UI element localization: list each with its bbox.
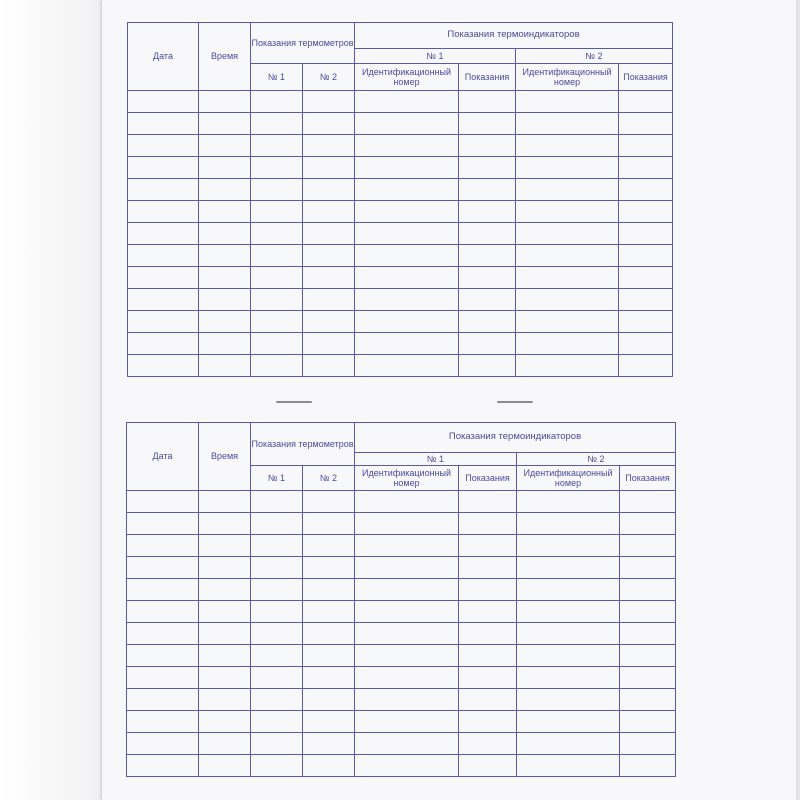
table-cell bbox=[619, 267, 673, 289]
table-cell bbox=[459, 535, 517, 557]
table-cell bbox=[251, 755, 303, 777]
table-cell bbox=[459, 557, 517, 579]
table-cell bbox=[199, 355, 251, 377]
table-cell bbox=[127, 689, 199, 711]
table-cell bbox=[355, 311, 459, 333]
table-cell bbox=[355, 355, 459, 377]
table-cell bbox=[517, 645, 620, 667]
table-row bbox=[128, 223, 673, 245]
table-cell bbox=[303, 157, 355, 179]
table-row bbox=[127, 535, 676, 557]
table-cell bbox=[199, 91, 251, 113]
table-cell bbox=[251, 223, 303, 245]
table-cell bbox=[459, 179, 516, 201]
table-cell bbox=[303, 245, 355, 267]
table-cell bbox=[517, 513, 620, 535]
table-cell bbox=[459, 157, 516, 179]
table-cell bbox=[459, 623, 517, 645]
table-cell bbox=[517, 733, 620, 755]
table-cell bbox=[251, 201, 303, 223]
table-cell bbox=[516, 245, 619, 267]
table-cell bbox=[251, 491, 303, 513]
table-cell bbox=[355, 755, 459, 777]
header-thermometers: Показания термометров bbox=[251, 423, 355, 466]
table-cell bbox=[303, 223, 355, 245]
table-cell bbox=[199, 667, 251, 689]
table-cell bbox=[199, 513, 251, 535]
table-cell bbox=[516, 113, 619, 135]
table-cell bbox=[199, 267, 251, 289]
table-cell bbox=[303, 113, 355, 135]
table-cell bbox=[251, 711, 303, 733]
table-cell bbox=[517, 601, 620, 623]
table-cell bbox=[199, 579, 251, 601]
table-cell bbox=[127, 513, 199, 535]
table-cell bbox=[199, 179, 251, 201]
table-cell bbox=[459, 601, 517, 623]
table-cell bbox=[303, 667, 355, 689]
table-cell bbox=[355, 513, 459, 535]
table-cell bbox=[355, 557, 459, 579]
table-cell bbox=[303, 601, 355, 623]
header-indicator-2: № 2 bbox=[516, 49, 673, 64]
table-cell bbox=[303, 179, 355, 201]
table-cell bbox=[251, 623, 303, 645]
table-cell bbox=[620, 689, 676, 711]
table-cell bbox=[516, 179, 619, 201]
table-cell bbox=[128, 179, 199, 201]
table-cell bbox=[128, 135, 199, 157]
table-cell bbox=[251, 689, 303, 711]
table-cell bbox=[517, 623, 620, 645]
table-cell bbox=[251, 179, 303, 201]
header-thermoindicators: Показания термоиндикаторов bbox=[355, 23, 673, 49]
table-cell bbox=[355, 733, 459, 755]
table-cell bbox=[303, 201, 355, 223]
table-cell bbox=[517, 579, 620, 601]
table-cell bbox=[619, 179, 673, 201]
table-cell bbox=[619, 245, 673, 267]
table-cell bbox=[199, 113, 251, 135]
table-cell bbox=[199, 623, 251, 645]
table-row bbox=[128, 157, 673, 179]
table-cell bbox=[620, 491, 676, 513]
header-thermoindicators: Показания термоиндикаторов bbox=[355, 423, 676, 453]
table-row bbox=[128, 333, 673, 355]
header-indicator-1: № 1 bbox=[355, 49, 516, 64]
table-cell bbox=[199, 733, 251, 755]
table-cell bbox=[251, 311, 303, 333]
header-time: Время bbox=[199, 23, 251, 91]
page-margin-left bbox=[0, 0, 102, 800]
header-reading-2: Показания bbox=[619, 64, 673, 91]
header-thermometer-2: № 2 bbox=[303, 466, 355, 491]
table-cell bbox=[459, 267, 516, 289]
table-row bbox=[128, 355, 673, 377]
table-cell bbox=[459, 113, 516, 135]
table-row bbox=[127, 601, 676, 623]
table-cell bbox=[517, 711, 620, 733]
table-cell bbox=[199, 711, 251, 733]
table-cell bbox=[459, 689, 517, 711]
table-cell bbox=[303, 689, 355, 711]
bottom-log-table bbox=[126, 422, 676, 777]
table-cell bbox=[619, 223, 673, 245]
bottom-table-body bbox=[127, 491, 676, 777]
table-cell bbox=[303, 579, 355, 601]
table-cell bbox=[251, 289, 303, 311]
table-cell bbox=[459, 645, 517, 667]
header-id-number-1: Идентификационный номер bbox=[355, 466, 459, 491]
table-cell bbox=[355, 689, 459, 711]
table-cell bbox=[619, 289, 673, 311]
table-row bbox=[128, 289, 673, 311]
header-thermometers: Показания термометров bbox=[251, 23, 355, 64]
table-cell bbox=[127, 557, 199, 579]
top-log-table bbox=[127, 22, 673, 377]
table-cell bbox=[355, 579, 459, 601]
header-indicator-2: № 2 bbox=[517, 453, 676, 466]
table-cell bbox=[619, 91, 673, 113]
header-id-number-2: Идентификационный номер bbox=[517, 466, 620, 491]
header-indicator-1: № 1 bbox=[355, 453, 517, 466]
table-row bbox=[128, 91, 673, 113]
table-cell bbox=[355, 135, 459, 157]
table-row bbox=[128, 201, 673, 223]
table-cell bbox=[199, 491, 251, 513]
table-cell bbox=[459, 355, 516, 377]
table-cell bbox=[459, 245, 516, 267]
table-row bbox=[127, 579, 676, 601]
header-thermometer-1: № 1 bbox=[251, 64, 303, 91]
table-row bbox=[127, 557, 676, 579]
table-cell bbox=[199, 223, 251, 245]
table-cell bbox=[199, 557, 251, 579]
table-cell bbox=[199, 311, 251, 333]
table-cell bbox=[251, 333, 303, 355]
table-cell bbox=[251, 135, 303, 157]
table-cell bbox=[128, 201, 199, 223]
table-cell bbox=[251, 667, 303, 689]
table-cell bbox=[303, 267, 355, 289]
table-cell bbox=[516, 311, 619, 333]
table-cell bbox=[251, 601, 303, 623]
table-cell bbox=[355, 289, 459, 311]
table-cell bbox=[516, 91, 619, 113]
table-cell bbox=[127, 667, 199, 689]
table-cell bbox=[251, 245, 303, 267]
table-cell bbox=[619, 135, 673, 157]
table-cell bbox=[128, 289, 199, 311]
table-cell bbox=[355, 179, 459, 201]
header-thermometer-1: № 1 bbox=[251, 466, 303, 491]
table-row bbox=[128, 311, 673, 333]
table-cell bbox=[127, 645, 199, 667]
table-cell bbox=[355, 623, 459, 645]
table-row bbox=[128, 267, 673, 289]
table-cell bbox=[517, 491, 620, 513]
table-cell bbox=[303, 513, 355, 535]
table-row bbox=[127, 513, 676, 535]
table-cell bbox=[303, 557, 355, 579]
table-cell bbox=[303, 91, 355, 113]
table-cell bbox=[459, 289, 516, 311]
binding-mark-right bbox=[497, 401, 533, 403]
table-cell bbox=[355, 267, 459, 289]
top-table-body bbox=[128, 91, 673, 377]
table-cell bbox=[199, 135, 251, 157]
table-cell bbox=[303, 733, 355, 755]
table-row bbox=[127, 645, 676, 667]
table-cell bbox=[355, 157, 459, 179]
table-cell bbox=[303, 711, 355, 733]
table-row bbox=[127, 667, 676, 689]
table-cell bbox=[619, 113, 673, 135]
table-cell bbox=[459, 667, 517, 689]
table-cell bbox=[355, 91, 459, 113]
table-cell bbox=[619, 355, 673, 377]
table-cell bbox=[303, 623, 355, 645]
table-cell bbox=[127, 535, 199, 557]
table-cell bbox=[619, 311, 673, 333]
table-cell bbox=[620, 711, 676, 733]
header-thermometer-2: № 2 bbox=[303, 64, 355, 91]
table-cell bbox=[459, 333, 516, 355]
table-cell bbox=[251, 579, 303, 601]
table-cell bbox=[128, 223, 199, 245]
table-cell bbox=[251, 355, 303, 377]
table-cell bbox=[459, 733, 517, 755]
table-cell bbox=[516, 333, 619, 355]
table-cell bbox=[303, 135, 355, 157]
table-cell bbox=[516, 355, 619, 377]
table-cell bbox=[303, 755, 355, 777]
table-cell bbox=[251, 267, 303, 289]
table-cell bbox=[619, 333, 673, 355]
header-reading-1: Показания bbox=[459, 64, 516, 91]
table-cell bbox=[251, 513, 303, 535]
table-row bbox=[127, 491, 676, 513]
table-row bbox=[127, 711, 676, 733]
table-cell bbox=[619, 201, 673, 223]
table-cell bbox=[355, 667, 459, 689]
table-cell bbox=[355, 491, 459, 513]
table-row bbox=[127, 733, 676, 755]
header-date: Дата bbox=[128, 23, 199, 91]
binding-mark-left bbox=[276, 401, 312, 403]
table-cell bbox=[303, 491, 355, 513]
table-cell bbox=[127, 755, 199, 777]
table-cell bbox=[355, 645, 459, 667]
table-cell bbox=[516, 135, 619, 157]
header-time: Время bbox=[199, 423, 251, 491]
table-cell bbox=[303, 289, 355, 311]
table-row bbox=[127, 623, 676, 645]
table-cell bbox=[251, 557, 303, 579]
table-cell bbox=[251, 91, 303, 113]
table-cell bbox=[355, 333, 459, 355]
table-cell bbox=[127, 601, 199, 623]
table-cell bbox=[199, 201, 251, 223]
table-cell bbox=[128, 91, 199, 113]
table-cell bbox=[516, 223, 619, 245]
table-cell bbox=[459, 491, 517, 513]
table-row bbox=[128, 135, 673, 157]
table-cell bbox=[199, 333, 251, 355]
table-cell bbox=[128, 245, 199, 267]
table-cell bbox=[620, 557, 676, 579]
table-cell bbox=[620, 535, 676, 557]
table-cell bbox=[199, 755, 251, 777]
table-cell bbox=[199, 645, 251, 667]
table-cell bbox=[355, 601, 459, 623]
table-cell bbox=[459, 755, 517, 777]
table-cell bbox=[620, 645, 676, 667]
table-cell bbox=[516, 267, 619, 289]
table-row bbox=[128, 179, 673, 201]
table-cell bbox=[251, 733, 303, 755]
table-cell bbox=[199, 535, 251, 557]
table-cell bbox=[459, 513, 517, 535]
table-cell bbox=[128, 267, 199, 289]
table-cell bbox=[620, 733, 676, 755]
table-row bbox=[127, 755, 676, 777]
table-cell bbox=[251, 157, 303, 179]
table-cell bbox=[619, 157, 673, 179]
header-id-number-2: Идентификационный номер bbox=[516, 64, 619, 91]
table-cell bbox=[459, 201, 516, 223]
table-cell bbox=[127, 579, 199, 601]
table-cell bbox=[199, 245, 251, 267]
table-cell bbox=[459, 135, 516, 157]
table-cell bbox=[355, 201, 459, 223]
table-cell bbox=[620, 667, 676, 689]
table-cell bbox=[517, 755, 620, 777]
table-cell bbox=[127, 491, 199, 513]
table-cell bbox=[620, 513, 676, 535]
table-cell bbox=[517, 689, 620, 711]
table-cell bbox=[459, 579, 517, 601]
table-cell bbox=[459, 91, 516, 113]
table-cell bbox=[355, 223, 459, 245]
table-cell bbox=[355, 711, 459, 733]
table-cell bbox=[303, 333, 355, 355]
header-reading-1: Показания bbox=[459, 466, 517, 491]
table-cell bbox=[516, 201, 619, 223]
table-cell bbox=[620, 579, 676, 601]
table-cell bbox=[251, 535, 303, 557]
table-cell bbox=[199, 601, 251, 623]
table-cell bbox=[459, 223, 516, 245]
table-cell bbox=[303, 535, 355, 557]
table-cell bbox=[127, 711, 199, 733]
header-id-number-1: Идентификационный номер bbox=[355, 64, 459, 91]
table-row bbox=[128, 113, 673, 135]
table-row bbox=[128, 245, 673, 267]
table-cell bbox=[517, 535, 620, 557]
header-reading-2: Показания bbox=[620, 466, 676, 491]
table-cell bbox=[128, 113, 199, 135]
table-cell bbox=[303, 355, 355, 377]
table-cell bbox=[459, 311, 516, 333]
table-cell bbox=[128, 311, 199, 333]
table-cell bbox=[199, 157, 251, 179]
header-date: Дата bbox=[127, 423, 199, 491]
table-cell bbox=[128, 157, 199, 179]
table-cell bbox=[127, 623, 199, 645]
table-cell bbox=[303, 645, 355, 667]
table-row bbox=[127, 689, 676, 711]
table-cell bbox=[127, 733, 199, 755]
table-cell bbox=[620, 623, 676, 645]
table-cell bbox=[251, 113, 303, 135]
table-cell bbox=[620, 755, 676, 777]
table-cell bbox=[251, 645, 303, 667]
table-cell bbox=[459, 711, 517, 733]
table-cell bbox=[516, 157, 619, 179]
table-cell bbox=[355, 113, 459, 135]
table-cell bbox=[128, 333, 199, 355]
table-cell bbox=[517, 667, 620, 689]
table-cell bbox=[516, 289, 619, 311]
table-cell bbox=[355, 535, 459, 557]
table-cell bbox=[355, 245, 459, 267]
table-cell bbox=[199, 689, 251, 711]
table-cell bbox=[128, 355, 199, 377]
table-cell bbox=[303, 311, 355, 333]
table-cell bbox=[199, 289, 251, 311]
table-cell bbox=[620, 601, 676, 623]
table-cell bbox=[517, 557, 620, 579]
